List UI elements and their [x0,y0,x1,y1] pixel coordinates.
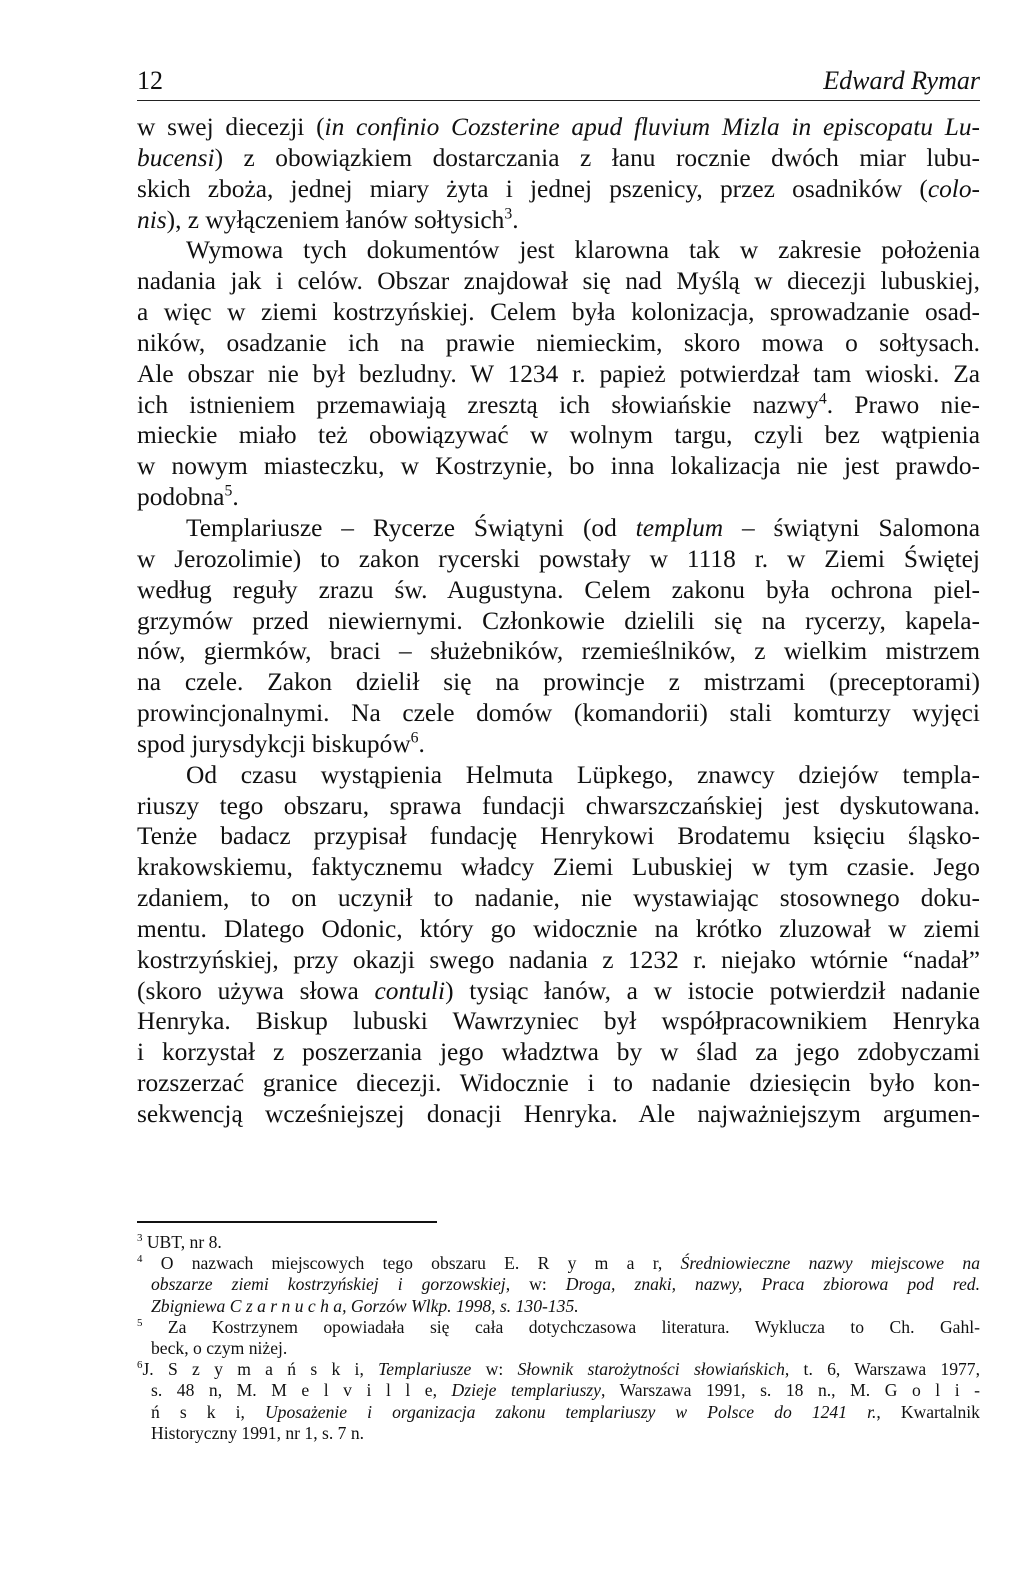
footnote-line: Zbigniewa C z a r n u c h a, Gorzów Wlkp. 1998, s. 130-135. [151,1295,579,1316]
footnote-line: Historyczny 1991, nr 1, s. 7 n. [151,1422,365,1443]
text-line: na czele. Zakon dzielił się na prowincje z mistrzami (preceptorami) [137,668,980,697]
text-line: Wymowa tych dokumentów jest klarowna tak w zakresie położenia [186,236,980,265]
text-line: nadania jak i celów. Obszar znajdował się nad Myślą w diecezji lubuskiej, [137,267,980,296]
footnote-ref: 4 [818,390,827,408]
text-line: bucensi) z obowiązkiem dostarczania z łanu rocznie dwóch miar lubu- [137,143,980,172]
text-line: Tenże badacz przypisał fundację Henrykowi Brodatemu księciu śląsko- [137,822,980,851]
footnote-ref: 6 [410,729,419,747]
text-line: ników, osadzanie ich na prawie niemieckim, skoro mowa o sołtysach. [137,328,980,357]
footnote-ref: 3 [504,205,513,223]
footnote-marker: 3 [137,1232,143,1245]
text-line: według reguły zrazu św. Augustyna. Celem zakonu była ochrona piel- [137,575,980,604]
footnote-marker: 4 [137,1253,143,1266]
text-line: w swej diecezji (in confinio Cozsterine apud fluvium Mizla in episcopatu Lu- [137,113,980,141]
text-line: mentu. Dlatego Odonic, który go widocznie na krótko zluzował w ziemi [137,914,980,943]
text-line: (skoro używa słowa contuli) tysiąc łanów, a w istocie potwierdził nadanie [137,976,980,1005]
footnote-marker: 5 [137,1316,143,1329]
text-line: kostrzyńskiej, przy okazji swego nadania z 1232 r. niejako wtórnie “nadał” [137,945,980,974]
footnote-line: ń s k i, Uposażenie i organizacja zakonu templariuszy w Polsce do 1241 r., Kwartalnik [151,1401,980,1422]
running-header [137,66,980,102]
text-line: sekwencją wcześniejszej donacji Henryka. Ale najważniejszym argumen- [137,1100,980,1128]
footnote-ref: 5 [224,482,233,500]
footnote-line: $^4$ O nazwach miejscowych tego obszaru E. R y m a r, Średniowieczne nazwy miejscowe na [137,1253,980,1274]
footnote-line: $^6$J. S z y m a ń s k i, Templariusze w: Słownik starożytności słowiańskich, t. 6, Warszawa 1977, [137,1359,980,1380]
page-number: 12 [137,66,163,95]
footnote-line: obszarze ziemi kostrzyńskiej i gorzowskiej, w: Droga, znaki, nazwy, Praca zbiorowa pod red. [151,1274,981,1295]
text-line: Templariusze – Rycerze Świątyni (od templum – świątyni Salomona [186,513,980,542]
text-line: zdaniem, to on uczynił to nadanie, nie wystawiając stosownego doku- [137,884,980,913]
footnote-marker: 6 [137,1359,143,1372]
footnote-line: $^5$ Za Kostrzynem opowiadała się cała dotychczasowa literatura. Wyklucza to Ch. Gahl- [137,1316,980,1337]
text-line: Ale obszar nie był bezludny. W 1234 r. papież potwierdzał tam wioski. Za [137,359,980,388]
text-line: skich zboża, jednej miary żyta i jednej pszenicy, przez osadników (colo- [137,174,980,203]
text-line: nów, giermków, braci – służebników, rzemieślników, z wielkim mistrzem [137,637,980,666]
footnote-line: $^3$ UBT, nr 8. [137,1232,222,1252]
text-line: Henryka. Biskup lubuski Wawrzyniec był współpracownikiem Henryka [137,1007,980,1036]
footnote-line: s. 48 n, M. M e l v i l l e, Dzieje templariuszy, Warszawa 1991, s. 18 n., M. G o l i - [151,1380,980,1401]
text-line: grzymów przed niewiernymi. Członkowie dzielili się na rycerzy, kapela- [137,606,980,635]
header-rule [137,100,980,101]
text-line: prowincjonalnymi. Na czele domów (komandorii) stali komturzy wyjęci [137,699,980,728]
text-line: Od czasu wystąpienia Helmuta Lüpkego, znawcy dziejów templa- [186,760,980,789]
text-line: ich istnieniem przemawiają zresztą ich słowiańskie nazwy$^4$. Prawo nie- [137,390,980,419]
footnotes [137,1232,980,1444]
footnote-separator [137,1221,437,1223]
footnote-line: beck, o czym niżej. [151,1337,288,1358]
text-line: krakowskiemu, faktycznemu władcy Ziemi Lubuskiej w tym czasie. Jego [137,853,980,882]
text-line: spod jurysdykcji biskupów$^6$. [137,729,425,758]
text-line: nis), z wyłączeniem łanów sołtysich$^3$. [137,205,519,234]
text-line: riuszy tego obszaru, sprawa fundacji chwarszczańskiej jest dyskutowana. [137,791,980,820]
text-line: a więc w ziemi kostrzyńskiej. Celem była kolonizacja, sprowadzanie osad- [137,298,980,327]
text-line: mieckie miało też obowiązywać w wolnym targu, czyli bez wątpienia [137,421,980,450]
main-text [137,112,980,1130]
text-line: w Jerozolimie) to zakon rycerski powstały w 1118 r. w Ziemi Świętej [137,544,980,573]
text-line: i korzystał z poszerzania jego władztwa by w ślad za jego zdobyczami [137,1038,980,1067]
running-head-author: Edward Rymar [823,66,980,95]
text-line: w nowym miasteczku, w Kostrzynie, bo inna lokalizacja nie jest prawdo- [137,452,980,481]
text-line: podobna$^5$. [137,482,239,512]
text-line: rozszerzać granice diecezji. Widocznie i to nadanie dziesięcin było kon- [137,1069,980,1098]
